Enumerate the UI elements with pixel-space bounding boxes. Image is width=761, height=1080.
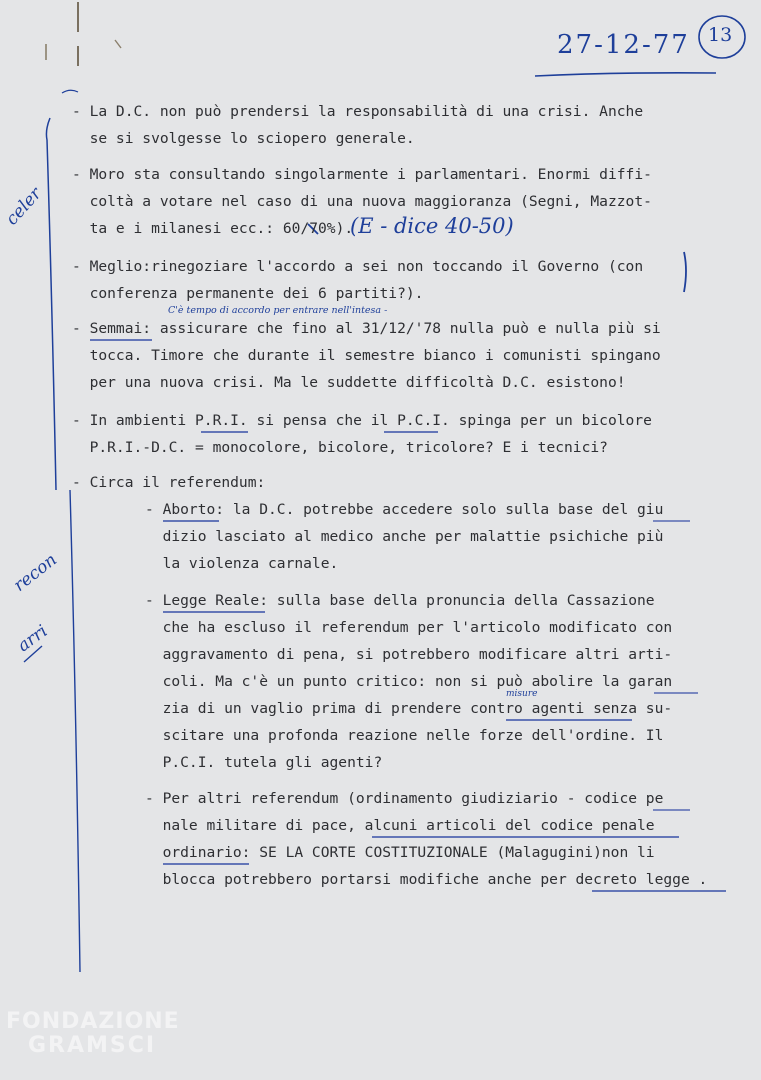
subitem-line: P.C.I. tutela gli agenti? bbox=[145, 754, 383, 771]
handwritten-margin-note: recon bbox=[10, 549, 61, 596]
subitem-line: che ha escluso il referendum per l'articolo modificato con bbox=[145, 619, 673, 636]
handwritten-margin-note: celer bbox=[2, 183, 46, 230]
date-annotation: 27-12-77 bbox=[557, 30, 690, 60]
handwritten-percent-note: (E - dice 40-50) bbox=[350, 214, 514, 238]
subitem-line: nale militare di pace, alcuni articoli del codice penale bbox=[145, 817, 655, 834]
paragraph-line: ta e i milanesi ecc.: 60/70%). bbox=[72, 220, 354, 237]
paragraph-line: per una nuova crisi. Ma le suddette difficoltà D.C. esistono! bbox=[72, 374, 626, 391]
subitem-line: coli. Ma c'è un punto critico: non si può abolire la garan bbox=[145, 673, 673, 690]
subitem-line: - Legge Reale: sulla base della pronuncia della Cassazione bbox=[145, 592, 655, 609]
paragraph-line: P.R.I.-D.C. = monocolore, bicolore, tricolore? E i tecnici? bbox=[72, 439, 608, 456]
page-number: 13 bbox=[708, 24, 733, 46]
subitem-line: - Per altri referendum (ordinamento giudiziario - codice pe bbox=[145, 790, 664, 807]
paragraph-line: - Semmai: assicurare che fino al 31/12/'78 nulla può e nulla più si bbox=[72, 320, 661, 337]
paragraph-line: - Moro sta consultando singolarmente i parlamentari. Enormi diffi- bbox=[72, 166, 652, 183]
paragraph-line: - Circa il referendum: bbox=[72, 474, 266, 491]
paragraph-line: se si svolgesse lo sciopero generale. bbox=[72, 130, 415, 147]
handwritten-margin-note: arri bbox=[14, 621, 52, 657]
paragraph-line: - In ambienti P.R.I. si pensa che il P.C.I. spinga per un bicolore bbox=[72, 412, 652, 429]
subitem-line: - Aborto: la D.C. potrebbe accedere solo sulla base del giu bbox=[145, 501, 664, 518]
subitem-line: aggravamento di pena, si potrebbero modificare altri arti- bbox=[145, 646, 673, 663]
subitem-line: la violenza carnale. bbox=[145, 555, 339, 572]
subitem-line: scitare una profonda reazione nelle forze dell'ordine. Il bbox=[145, 727, 664, 744]
watermark-line: FONDAZIONE bbox=[6, 1009, 180, 1034]
handwritten-above-word: misure bbox=[506, 689, 538, 699]
paragraph-line: coltà a votare nel caso di una nuova maggioranza (Segni, Mazzot- bbox=[72, 193, 652, 210]
paragraph-line: - Meglio:rinegoziare l'accordo a sei non toccando il Governo (con bbox=[72, 258, 644, 275]
watermark-line: GRAMSCI bbox=[28, 1033, 157, 1058]
subitem-line: blocca potrebbero portarsi modifiche anche per decreto legge . bbox=[145, 871, 708, 888]
paragraph-line: - La D.C. non può prendersi la responsabilità di una crisi. Anche bbox=[72, 103, 644, 120]
paragraph-line: tocca. Timore che durante il semestre bianco i comunisti spingano bbox=[72, 347, 661, 364]
handwritten-above-line-note: C'è tempo di accordo per entrare nell'intesa - bbox=[168, 305, 388, 316]
paragraph-line: conferenza permanente dei 6 partiti?). bbox=[72, 285, 424, 302]
subitem-line: zia di un vaglio prima di prendere contro agenti senza su- bbox=[145, 700, 673, 717]
watermark-logo bbox=[6, 1010, 180, 1058]
subitem-line: ordinario: SE LA CORTE COSTITUZIONALE (Malagugini)non li bbox=[145, 844, 655, 861]
subitem-line: dizio lasciato al medico anche per malattie psichiche più bbox=[145, 528, 664, 545]
